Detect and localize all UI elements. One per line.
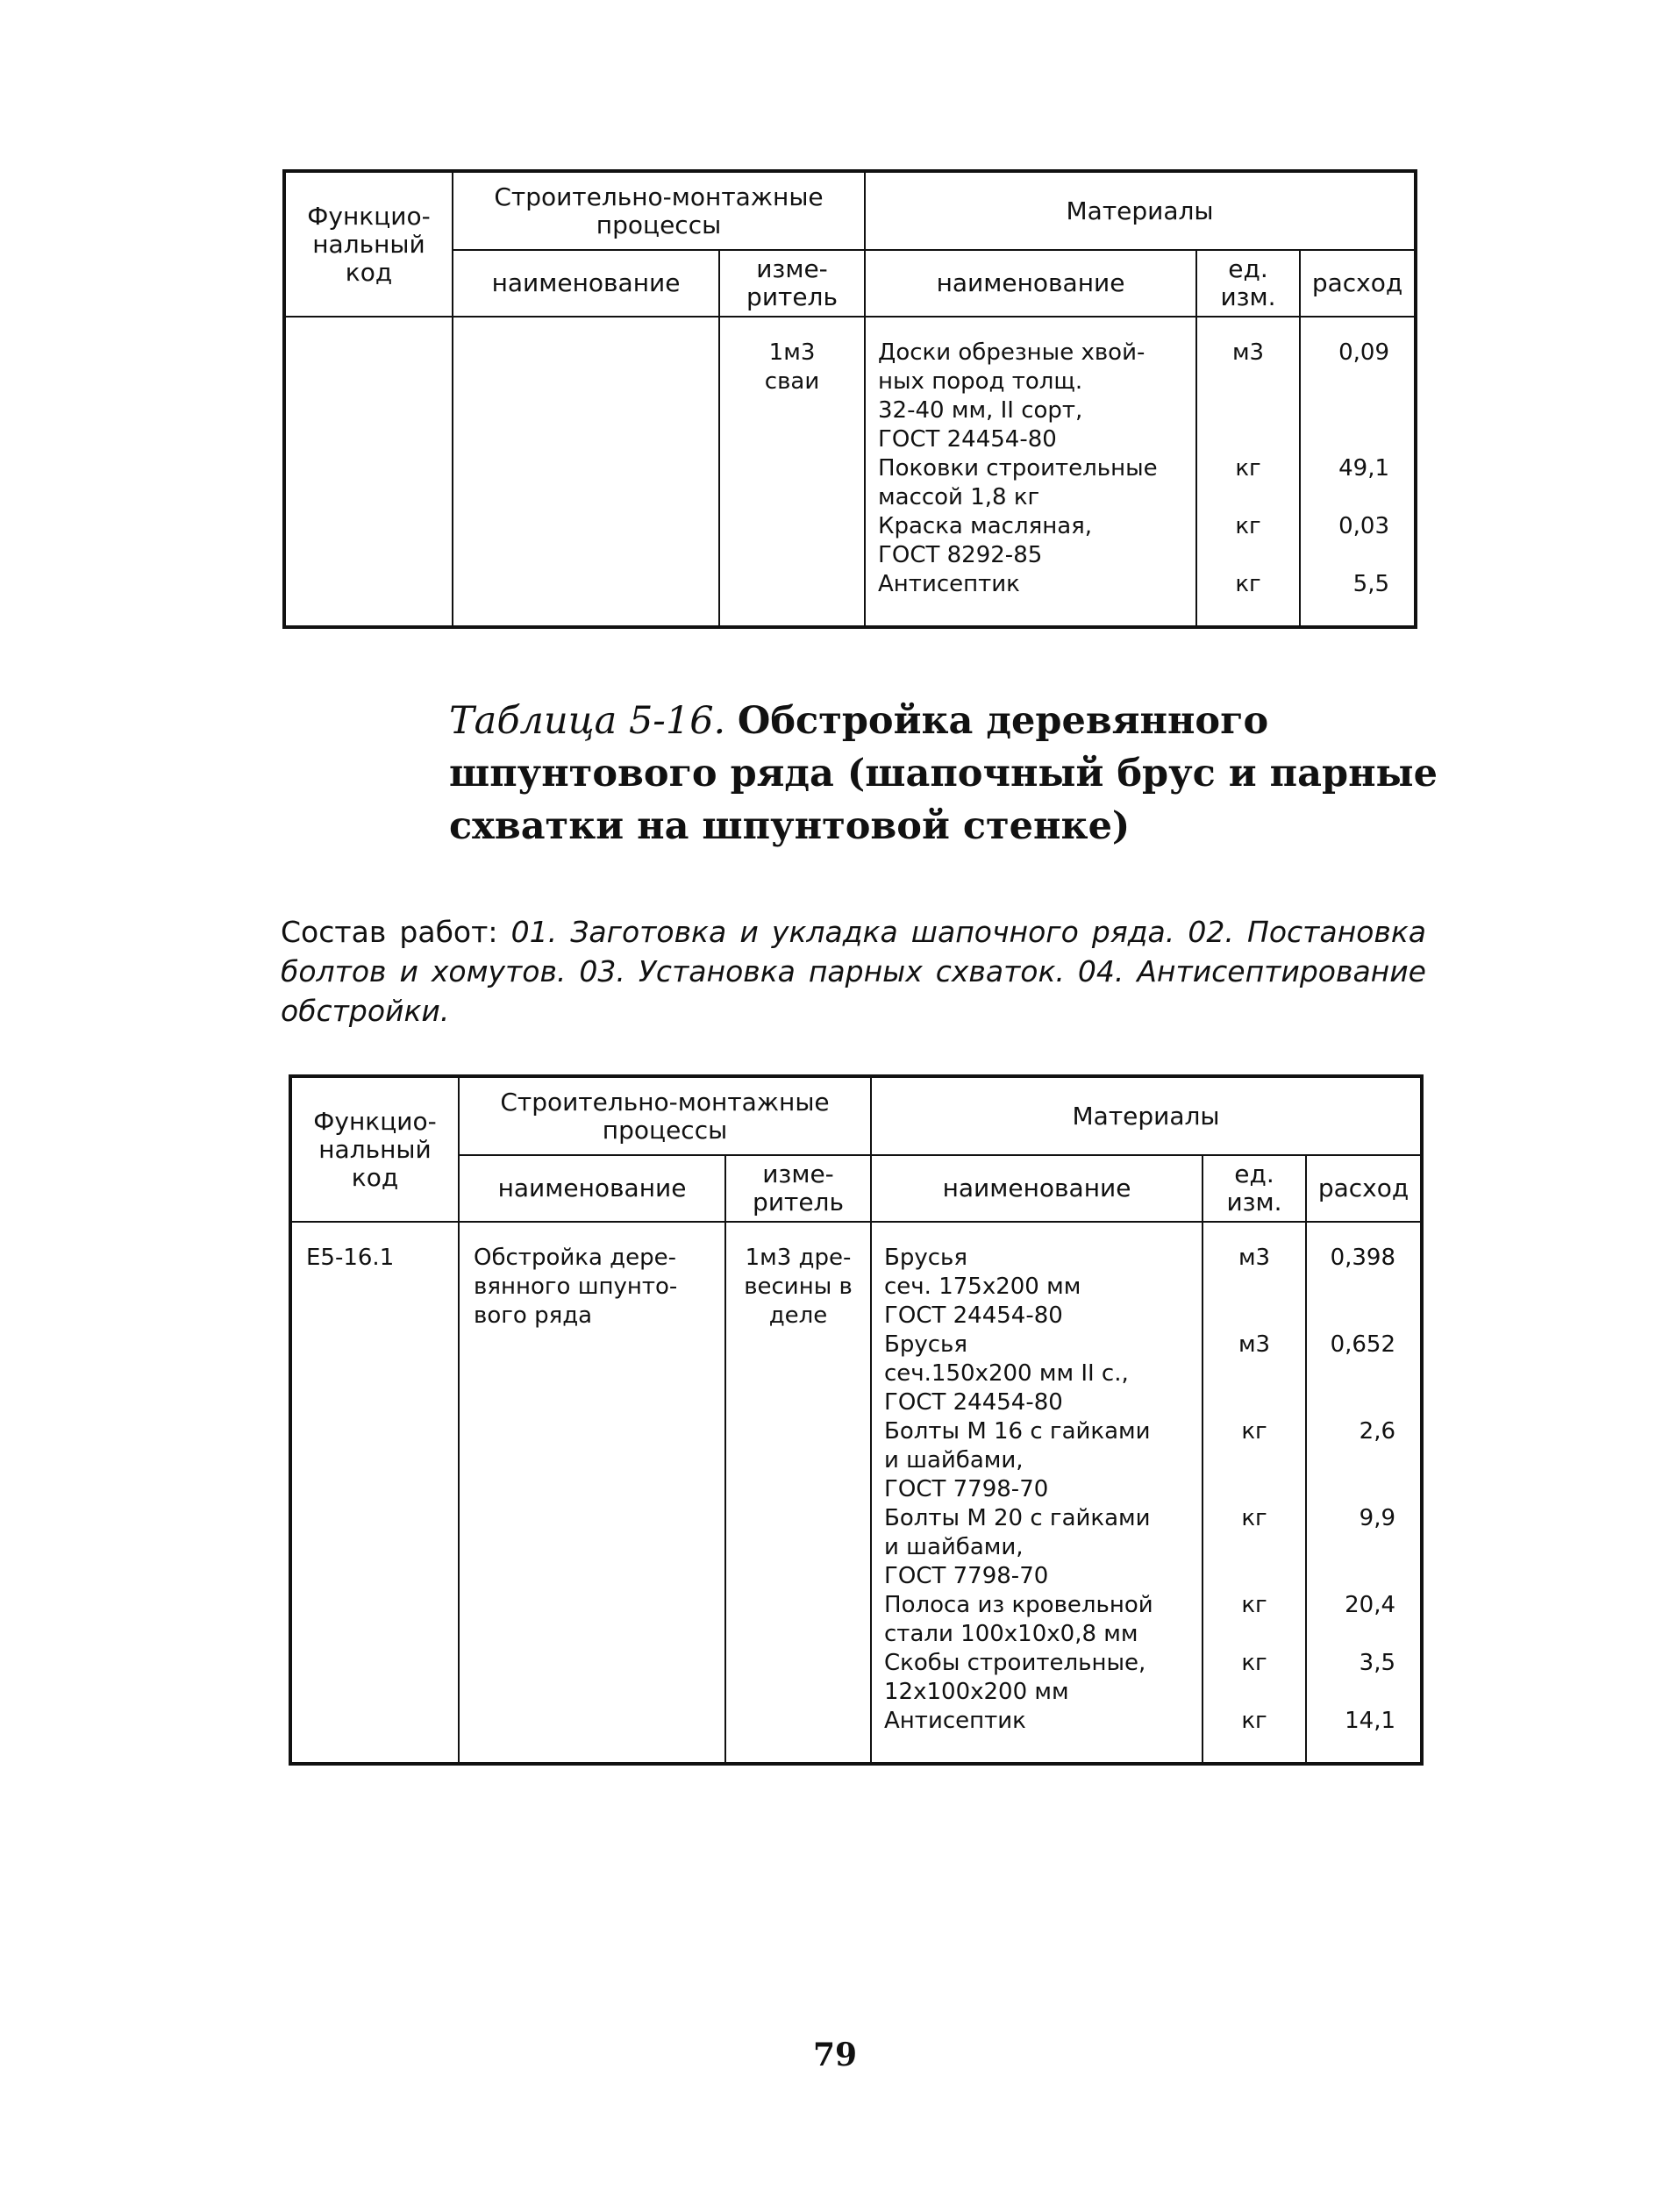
material-name-line: массой 1,8 кг: [878, 484, 1040, 510]
work-composition: [281, 912, 1426, 1031]
material-name-line: Антисептик: [884, 1708, 1026, 1734]
consumption-value: 14,1: [1345, 1708, 1396, 1734]
table-5-15-continuation: [282, 169, 1417, 629]
table-5-16: [289, 1074, 1424, 1766]
meter-line: 1м3 дре-: [745, 1245, 852, 1271]
material-name-line: Доски обрезные хвой-: [878, 339, 1145, 366]
header-consumption: расход: [1300, 250, 1416, 317]
consumption-cell: [1306, 1222, 1422, 1764]
unit-value: кг: [1241, 1592, 1267, 1618]
header-material-name: наименование: [871, 1155, 1203, 1222]
page-number: 79: [812, 2037, 858, 2073]
table-caption-title: Обстройка деревянного шпунтового ряда (шапочный брус и парные схватки на шпунтовой стенке): [449, 699, 1438, 848]
consumption-value: 0,398: [1330, 1245, 1396, 1271]
material-name-line: сеч.150х200 мм II с.,: [884, 1360, 1129, 1387]
header-code: Функцио-нальный код: [290, 1076, 459, 1222]
material-name-line: ГОСТ 24454-80: [884, 1389, 1063, 1416]
material-name-line: и шайбами,: [884, 1447, 1024, 1473]
meter-line: сваи: [764, 368, 820, 395]
material-name-line: 12х100х200 мм: [884, 1679, 1069, 1705]
process-name-line: вого ряда: [474, 1302, 593, 1329]
process-name-line: Обстройка дере-: [474, 1245, 677, 1271]
header-consumption: расход: [1306, 1155, 1422, 1222]
header-code: Функцио-нальный код: [284, 171, 453, 317]
unit-cell: [1196, 317, 1300, 627]
table-caption: [449, 695, 1440, 853]
material-name-line: ГОСТ 7798-70: [884, 1563, 1049, 1589]
consumption-value: 20,4: [1345, 1592, 1396, 1618]
material-name-line: ГОСТ 24454-80: [884, 1302, 1063, 1329]
material-name-line: Скобы строительные,: [884, 1650, 1146, 1676]
work-composition-operations: 01. Заготовка и укладка шапочного ряда. 02. Постановка болтов и хомутов. 03. Установка парных схваток. 04. Антисептирование обстройки.: [281, 915, 1426, 1028]
header-meter: изме-ритель: [719, 250, 865, 317]
unit-cell: [1203, 1222, 1306, 1764]
material-name-cell: [865, 317, 1196, 627]
unit-value: м3: [1238, 1245, 1271, 1271]
consumption-value: 0,03: [1338, 513, 1390, 539]
material-name-line: Краска масляная,: [878, 513, 1093, 539]
work-composition-lead: Состав работ:: [281, 915, 498, 949]
meter-line: весины в: [744, 1274, 853, 1300]
process-name-cell: [453, 317, 719, 627]
code-cell: [284, 317, 453, 627]
material-name-line: 32-40 мм, II сорт,: [878, 397, 1083, 424]
header-processes: Строительно-монтажные процессы: [453, 171, 865, 250]
material-name-line: ГОСТ 24454-80: [878, 426, 1057, 453]
material-name-line: и шайбами,: [884, 1534, 1024, 1560]
material-name-line: Болты М 20 с гайками: [884, 1505, 1151, 1531]
material-name-line: сеч. 175х200 мм: [884, 1274, 1081, 1300]
material-name-line: ных пород толщ.: [878, 368, 1083, 395]
material-name-line: стали 100х10х0,8 мм: [884, 1621, 1138, 1647]
unit-value: м3: [1231, 339, 1265, 366]
unit-value: м3: [1238, 1331, 1271, 1358]
process-name-cell: [459, 1222, 725, 1764]
consumption-cell: [1300, 317, 1416, 627]
material-name-line: Брусья: [884, 1245, 968, 1271]
material-name-line: Болты М 16 с гайками: [884, 1418, 1151, 1445]
unit-value: кг: [1241, 1708, 1267, 1734]
consumption-value: 0,09: [1338, 339, 1390, 366]
meter-cell: [719, 317, 865, 627]
consumption-value: 0,652: [1330, 1331, 1396, 1358]
header-unit: ед. изм.: [1196, 250, 1300, 317]
unit-value: кг: [1235, 513, 1261, 539]
material-name-line: Полоса из кровельной: [884, 1592, 1153, 1618]
function-code: Е5-16.1: [306, 1245, 395, 1271]
header-unit: ед. изм.: [1203, 1155, 1306, 1222]
consumption-value: 49,1: [1338, 455, 1390, 482]
unit-value: кг: [1241, 1418, 1267, 1445]
material-name-line: ГОСТ 8292-85: [878, 542, 1043, 568]
header-materials: Материалы: [865, 171, 1416, 250]
code-cell: [290, 1222, 459, 1764]
meter-cell: [725, 1222, 871, 1764]
process-name-line: вянного шпунто-: [474, 1274, 678, 1300]
material-name-cell: [871, 1222, 1203, 1764]
header-material-name: наименование: [865, 250, 1196, 317]
unit-value: кг: [1235, 571, 1261, 597]
table-caption-label: Таблица 5-16.: [449, 699, 726, 743]
unit-value: кг: [1241, 1505, 1267, 1531]
material-name-line: Антисептик: [878, 571, 1020, 597]
header-meter: изме-ритель: [725, 1155, 871, 1222]
header-process-name: наименование: [459, 1155, 725, 1222]
consumption-value: 3,5: [1359, 1650, 1396, 1676]
header-materials: Материалы: [871, 1076, 1422, 1155]
unit-value: кг: [1235, 455, 1261, 482]
material-name-line: Поковки строительные: [878, 455, 1158, 482]
consumption-value: 9,9: [1359, 1505, 1396, 1531]
meter-line: 1м3: [768, 339, 816, 366]
header-process-name: наименование: [453, 250, 719, 317]
material-name-line: ГОСТ 7798-70: [884, 1476, 1049, 1502]
consumption-value: 2,6: [1359, 1418, 1396, 1445]
consumption-value: 5,5: [1352, 571, 1390, 597]
unit-value: кг: [1241, 1650, 1267, 1676]
header-processes: Строительно-монтажные процессы: [459, 1076, 871, 1155]
meter-line: деле: [768, 1302, 828, 1329]
material-name-line: Брусья: [884, 1331, 968, 1358]
